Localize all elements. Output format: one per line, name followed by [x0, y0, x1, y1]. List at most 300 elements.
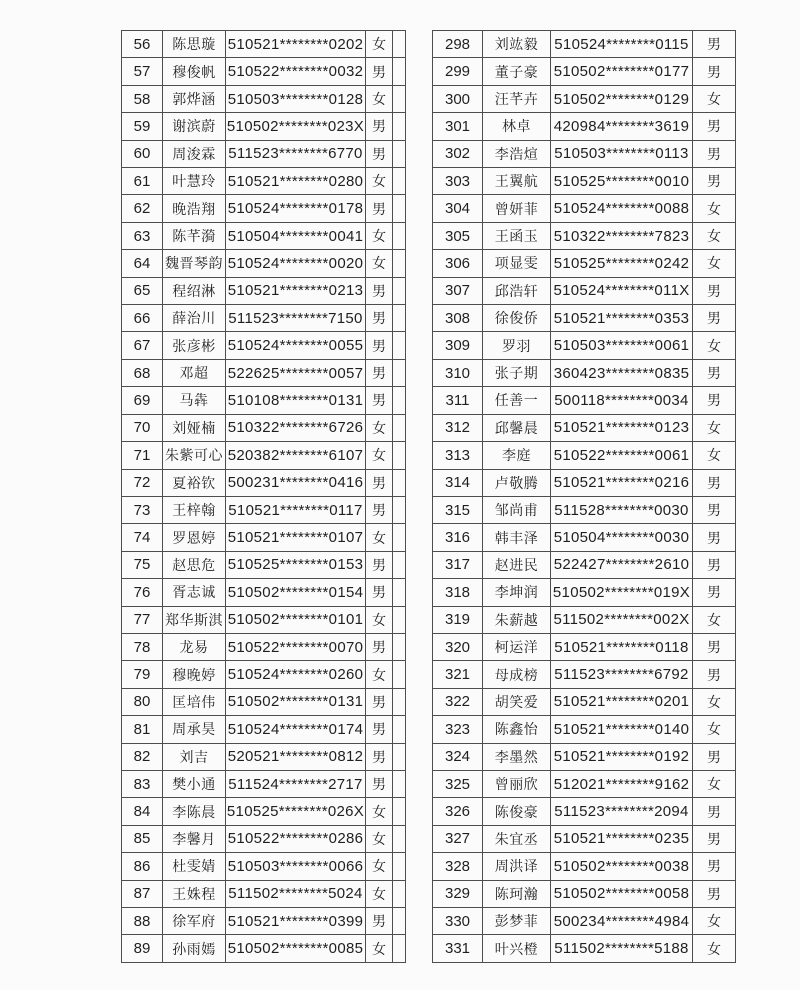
student-name-cell: 李浩煊 [483, 140, 551, 167]
table-row [433, 743, 736, 770]
table-row [122, 85, 406, 112]
id-number-cell: 510502********0101 [226, 606, 366, 633]
row-number-cell: 61 [122, 168, 163, 195]
student-name-cell: 程绍淋 [163, 277, 226, 304]
table-row [122, 798, 406, 825]
id-number-cell: 511502********5024 [226, 880, 366, 907]
table-row [433, 168, 736, 195]
gender-cell: 男 [693, 113, 736, 140]
empty-cell [393, 633, 406, 660]
empty-cell [393, 908, 406, 935]
row-number-cell: 309 [433, 332, 483, 359]
student-name-cell: 罗恩婷 [163, 524, 226, 551]
student-name-cell: 李庭 [483, 442, 551, 469]
table-row [433, 85, 736, 112]
empty-cell [393, 606, 406, 633]
student-name-cell: 杜雯婧 [163, 853, 226, 880]
gender-cell: 男 [366, 743, 393, 770]
gender-cell: 男 [366, 359, 393, 386]
id-number-cell: 510521********0213 [226, 277, 366, 304]
student-name-cell: 孙雨嫣 [163, 935, 226, 963]
id-number-cell: 510502********0177 [551, 58, 693, 85]
row-number-cell: 321 [433, 661, 483, 688]
table-row [433, 579, 736, 606]
empty-cell [393, 551, 406, 578]
id-number-cell: 510502********0038 [551, 853, 693, 880]
id-number-cell: 510502********023X [226, 113, 366, 140]
table-row [433, 770, 736, 797]
table-row [433, 58, 736, 85]
table-row [122, 688, 406, 715]
gender-cell: 男 [366, 688, 393, 715]
table-row [122, 469, 406, 496]
gender-cell: 男 [693, 853, 736, 880]
id-number-cell: 500118********0034 [551, 387, 693, 414]
student-name-cell: 刘竑毅 [483, 31, 551, 58]
gender-cell: 男 [366, 277, 393, 304]
table-row [122, 825, 406, 852]
table-row [433, 222, 736, 249]
id-number-cell: 510522********0070 [226, 633, 366, 660]
id-number-cell: 510322********6726 [226, 414, 366, 441]
gender-cell: 女 [693, 222, 736, 249]
student-name-cell: 韩丰泽 [483, 524, 551, 551]
student-name-cell: 李馨月 [163, 825, 226, 852]
table-row [122, 31, 406, 58]
row-number-cell: 327 [433, 825, 483, 852]
gender-cell: 男 [366, 387, 393, 414]
empty-cell [393, 414, 406, 441]
row-number-cell: 69 [122, 387, 163, 414]
row-number-cell: 319 [433, 606, 483, 633]
student-name-cell: 卢敬腾 [483, 469, 551, 496]
table-row [122, 853, 406, 880]
student-name-cell: 周浚霖 [163, 140, 226, 167]
row-number-cell: 68 [122, 359, 163, 386]
student-name-cell: 王函玉 [483, 222, 551, 249]
gender-cell: 男 [693, 168, 736, 195]
table-row [433, 798, 736, 825]
id-number-cell: 510502********0131 [226, 688, 366, 715]
empty-cell [393, 195, 406, 222]
gender-cell: 女 [693, 414, 736, 441]
table-row [122, 633, 406, 660]
student-name-cell: 陈芊漪 [163, 222, 226, 249]
table-row [122, 332, 406, 359]
empty-cell [393, 496, 406, 523]
student-name-cell: 罗羽 [483, 332, 551, 359]
row-number-cell: 65 [122, 277, 163, 304]
id-number-cell: 510503********0113 [551, 140, 693, 167]
gender-cell: 女 [366, 853, 393, 880]
table-row [122, 250, 406, 277]
id-number-cell: 522427********2610 [551, 551, 693, 578]
row-number-cell: 304 [433, 195, 483, 222]
gender-cell: 女 [693, 332, 736, 359]
empty-cell [393, 880, 406, 907]
id-number-cell: 510524********0178 [226, 195, 366, 222]
gender-cell: 男 [366, 113, 393, 140]
id-number-cell: 510502********0129 [551, 85, 693, 112]
row-number-cell: 80 [122, 688, 163, 715]
gender-cell: 男 [693, 140, 736, 167]
roster-table-right-body [433, 31, 736, 963]
student-name-cell: 郭烨涵 [163, 85, 226, 112]
row-number-cell: 81 [122, 716, 163, 743]
student-name-cell: 母成榜 [483, 661, 551, 688]
table-row [433, 496, 736, 523]
student-name-cell: 李坤润 [483, 579, 551, 606]
id-number-cell: 522625********0057 [226, 359, 366, 386]
student-name-cell: 徐军府 [163, 908, 226, 935]
id-number-cell: 511502********002X [551, 606, 693, 633]
id-number-cell: 510524********0260 [226, 661, 366, 688]
table-row [433, 908, 736, 935]
id-number-cell: 510524********0020 [226, 250, 366, 277]
gender-cell: 女 [693, 716, 736, 743]
student-name-cell: 晚浩翔 [163, 195, 226, 222]
empty-cell [393, 661, 406, 688]
id-number-cell: 510521********0192 [551, 743, 693, 770]
gender-cell: 男 [693, 277, 736, 304]
empty-cell [393, 825, 406, 852]
student-name-cell: 刘娅楠 [163, 414, 226, 441]
row-number-cell: 298 [433, 31, 483, 58]
row-number-cell: 58 [122, 85, 163, 112]
gender-cell: 男 [366, 469, 393, 496]
row-number-cell: 59 [122, 113, 163, 140]
id-number-cell: 510502********019X [551, 579, 693, 606]
gender-cell: 男 [693, 31, 736, 58]
gender-cell: 男 [366, 140, 393, 167]
table-row [122, 716, 406, 743]
gender-cell: 女 [366, 825, 393, 852]
id-number-cell: 510521********0118 [551, 633, 693, 660]
gender-cell: 男 [693, 496, 736, 523]
row-number-cell: 328 [433, 853, 483, 880]
row-number-cell: 320 [433, 633, 483, 660]
gender-cell: 女 [366, 880, 393, 907]
table-row [122, 743, 406, 770]
empty-cell [393, 140, 406, 167]
gender-cell: 女 [693, 688, 736, 715]
gender-cell: 女 [366, 442, 393, 469]
gender-cell: 男 [693, 633, 736, 660]
gender-cell: 男 [693, 305, 736, 332]
gender-cell: 男 [366, 496, 393, 523]
table-row [122, 551, 406, 578]
id-number-cell: 510525********0153 [226, 551, 366, 578]
row-number-cell: 329 [433, 880, 483, 907]
id-number-cell: 510522********0032 [226, 58, 366, 85]
empty-cell [393, 359, 406, 386]
id-number-cell: 510525********026X [226, 798, 366, 825]
id-number-cell: 511523********2094 [551, 798, 693, 825]
id-number-cell: 510521********0353 [551, 305, 693, 332]
table-row [433, 31, 736, 58]
empty-cell [393, 168, 406, 195]
table-row [433, 853, 736, 880]
gender-cell: 男 [366, 908, 393, 935]
student-name-cell: 薛治川 [163, 305, 226, 332]
table-row [122, 58, 406, 85]
gender-cell: 女 [366, 414, 393, 441]
id-number-cell: 510521********0202 [226, 31, 366, 58]
gender-cell: 男 [366, 716, 393, 743]
row-number-cell: 85 [122, 825, 163, 852]
student-name-cell: 叶兴橙 [483, 935, 551, 963]
id-number-cell: 510504********0030 [551, 524, 693, 551]
empty-cell [393, 113, 406, 140]
gender-cell: 男 [693, 551, 736, 578]
table-row [122, 222, 406, 249]
id-number-cell: 510503********0066 [226, 853, 366, 880]
table-row [122, 140, 406, 167]
id-number-cell: 510322********7823 [551, 222, 693, 249]
student-name-cell: 陈俊豪 [483, 798, 551, 825]
id-number-cell: 360423********0835 [551, 359, 693, 386]
table-row [433, 633, 736, 660]
row-number-cell: 75 [122, 551, 163, 578]
gender-cell: 女 [366, 250, 393, 277]
table-row [122, 442, 406, 469]
id-number-cell: 510502********0085 [226, 935, 366, 963]
row-number-cell: 308 [433, 305, 483, 332]
id-number-cell: 510525********0010 [551, 168, 693, 195]
table-row [433, 551, 736, 578]
gender-cell: 女 [366, 661, 393, 688]
table-row [122, 579, 406, 606]
row-number-cell: 300 [433, 85, 483, 112]
gender-cell: 男 [693, 798, 736, 825]
table-row [122, 305, 406, 332]
student-name-cell: 穆俊帆 [163, 58, 226, 85]
row-number-cell: 311 [433, 387, 483, 414]
table-row [122, 195, 406, 222]
row-number-cell: 301 [433, 113, 483, 140]
student-name-cell: 叶慧玲 [163, 168, 226, 195]
row-number-cell: 79 [122, 661, 163, 688]
gender-cell: 男 [366, 770, 393, 797]
student-name-cell: 胥志诚 [163, 579, 226, 606]
student-name-cell: 陈珂瀚 [483, 880, 551, 907]
row-number-cell: 78 [122, 633, 163, 660]
row-number-cell: 325 [433, 770, 483, 797]
student-name-cell: 周承昊 [163, 716, 226, 743]
id-number-cell: 510521********0107 [226, 524, 366, 551]
id-number-cell: 510521********0280 [226, 168, 366, 195]
gender-cell: 男 [693, 469, 736, 496]
table-row [122, 908, 406, 935]
table-row [433, 332, 736, 359]
table-row [433, 442, 736, 469]
student-name-cell: 穆晚婷 [163, 661, 226, 688]
gender-cell: 男 [366, 551, 393, 578]
id-number-cell: 511523********6770 [226, 140, 366, 167]
row-number-cell: 63 [122, 222, 163, 249]
roster-table-left [121, 30, 406, 963]
id-number-cell: 510524********0115 [551, 31, 693, 58]
row-number-cell: 324 [433, 743, 483, 770]
row-number-cell: 70 [122, 414, 163, 441]
row-number-cell: 315 [433, 496, 483, 523]
student-name-cell: 龙易 [163, 633, 226, 660]
student-name-cell: 周洪译 [483, 853, 551, 880]
empty-cell [393, 31, 406, 58]
empty-cell [393, 305, 406, 332]
row-number-cell: 331 [433, 935, 483, 963]
gender-cell: 女 [693, 908, 736, 935]
id-number-cell: 511524********2717 [226, 770, 366, 797]
gender-cell: 女 [366, 31, 393, 58]
student-name-cell: 赵思危 [163, 551, 226, 578]
table-row [122, 414, 406, 441]
empty-cell [393, 222, 406, 249]
table-row [122, 661, 406, 688]
empty-cell [393, 579, 406, 606]
student-name-cell: 彭梦菲 [483, 908, 551, 935]
student-name-cell: 邱浩轩 [483, 277, 551, 304]
id-number-cell: 500234********4984 [551, 908, 693, 935]
gender-cell: 女 [366, 168, 393, 195]
table-row [122, 277, 406, 304]
table-row [433, 113, 736, 140]
table-row [122, 770, 406, 797]
table-row [122, 168, 406, 195]
student-name-cell: 樊小通 [163, 770, 226, 797]
table-row [122, 496, 406, 523]
row-number-cell: 74 [122, 524, 163, 551]
row-number-cell: 86 [122, 853, 163, 880]
id-number-cell: 500231********0416 [226, 469, 366, 496]
gender-cell: 男 [693, 387, 736, 414]
id-number-cell: 511528********0030 [551, 496, 693, 523]
id-number-cell: 510524********0055 [226, 332, 366, 359]
row-number-cell: 82 [122, 743, 163, 770]
row-number-cell: 303 [433, 168, 483, 195]
empty-cell [393, 853, 406, 880]
roster-table-right [432, 30, 736, 963]
id-number-cell: 510521********0123 [551, 414, 693, 441]
student-name-cell: 董子豪 [483, 58, 551, 85]
table-row [433, 277, 736, 304]
student-name-cell: 张子期 [483, 359, 551, 386]
gender-cell: 男 [693, 524, 736, 551]
student-name-cell: 刘吉 [163, 743, 226, 770]
student-name-cell: 曾妍菲 [483, 195, 551, 222]
row-number-cell: 60 [122, 140, 163, 167]
table-row [122, 606, 406, 633]
gender-cell: 男 [366, 195, 393, 222]
id-number-cell: 510522********0061 [551, 442, 693, 469]
gender-cell: 女 [693, 606, 736, 633]
empty-cell [393, 442, 406, 469]
student-name-cell: 林卓 [483, 113, 551, 140]
id-number-cell: 510524********0088 [551, 195, 693, 222]
id-number-cell: 510524********0174 [226, 716, 366, 743]
row-number-cell: 326 [433, 798, 483, 825]
student-name-cell: 陈鑫怡 [483, 716, 551, 743]
row-number-cell: 316 [433, 524, 483, 551]
student-name-cell: 柯运洋 [483, 633, 551, 660]
row-number-cell: 322 [433, 688, 483, 715]
empty-cell [393, 935, 406, 963]
student-name-cell: 魏晋琴韵 [163, 250, 226, 277]
student-name-cell: 王姝程 [163, 880, 226, 907]
student-name-cell: 朱紫可心 [163, 442, 226, 469]
student-name-cell: 郑华斯淇 [163, 606, 226, 633]
gender-cell: 男 [366, 579, 393, 606]
empty-cell [393, 277, 406, 304]
empty-cell [393, 688, 406, 715]
row-number-cell: 67 [122, 332, 163, 359]
row-number-cell: 306 [433, 250, 483, 277]
table-row [433, 935, 736, 963]
row-number-cell: 71 [122, 442, 163, 469]
table-row [122, 387, 406, 414]
row-number-cell: 56 [122, 31, 163, 58]
id-number-cell: 510521********0235 [551, 825, 693, 852]
gender-cell: 男 [693, 359, 736, 386]
gender-cell: 男 [693, 743, 736, 770]
student-name-cell: 张彦彬 [163, 332, 226, 359]
gender-cell: 男 [693, 880, 736, 907]
table-row [433, 825, 736, 852]
gender-cell: 女 [366, 935, 393, 963]
empty-cell [393, 250, 406, 277]
row-number-cell: 330 [433, 908, 483, 935]
student-name-cell: 李墨然 [483, 743, 551, 770]
row-number-cell: 73 [122, 496, 163, 523]
student-name-cell: 胡笑爱 [483, 688, 551, 715]
table-row [433, 661, 736, 688]
row-number-cell: 76 [122, 579, 163, 606]
empty-cell [393, 770, 406, 797]
row-number-cell: 313 [433, 442, 483, 469]
id-number-cell: 510524********011X [551, 277, 693, 304]
student-name-cell: 邹尚甫 [483, 496, 551, 523]
id-number-cell: 520382********6107 [226, 442, 366, 469]
table-row [433, 414, 736, 441]
row-number-cell: 312 [433, 414, 483, 441]
empty-cell [393, 743, 406, 770]
empty-cell [393, 332, 406, 359]
table-row [433, 250, 736, 277]
gender-cell: 女 [366, 85, 393, 112]
gender-cell: 女 [366, 606, 393, 633]
row-number-cell: 305 [433, 222, 483, 249]
id-number-cell: 510503********0128 [226, 85, 366, 112]
table-row [433, 880, 736, 907]
roster-table-left-body [122, 31, 406, 963]
student-name-cell: 任善一 [483, 387, 551, 414]
student-name-cell: 朱薪越 [483, 606, 551, 633]
empty-cell [393, 798, 406, 825]
row-number-cell: 299 [433, 58, 483, 85]
row-number-cell: 307 [433, 277, 483, 304]
id-number-cell: 510521********0201 [551, 688, 693, 715]
gender-cell: 女 [693, 195, 736, 222]
gender-cell: 男 [693, 825, 736, 852]
id-number-cell: 510521********0216 [551, 469, 693, 496]
id-number-cell: 510525********0242 [551, 250, 693, 277]
table-row [433, 606, 736, 633]
id-number-cell: 510504********0041 [226, 222, 366, 249]
table-row [122, 935, 406, 963]
table-row [122, 524, 406, 551]
id-number-cell: 511502********5188 [551, 935, 693, 963]
id-number-cell: 510502********0154 [226, 579, 366, 606]
